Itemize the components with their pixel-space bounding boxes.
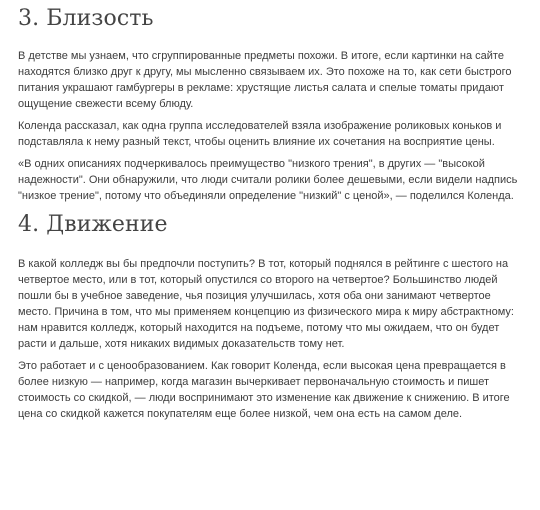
article-body <box>18 4 524 428</box>
paragraph: «В одних описаниях подчеркивалось преимущество "низкого трения", в других — "высокой надежности". Они обнаружили, что люди считали ролики более дешевыми, если видели надпись "низкое трение", потому что объединяли определение "низкий" с ценой», — поделился Коленда. <box>18 158 518 202</box>
section-heading: 4. Движение <box>18 212 168 237</box>
paragraph: В какой колледж вы бы предпочли поступить? В тот, который поднялся в рейтинге с шестого на четвертое место, или в тот, который опустился со второго на четвертое? Большинство людей пошли бы в учебное заведение, чья позиция улучшилась, хотя оба они занимают четвертое место. Причина в том, что мы применяем концепцию из физического мира к миру абстрактному: нам нравится колледж, который находится на подъеме, потому что мы ожидаем, что он будет расти и дальше, хотя никаких видимых доказательств тому нет. <box>18 258 514 350</box>
section-movement <box>18 210 524 422</box>
paragraph: Коленда рассказал, как одна группа исследователей взяла изображение роликовых коньков и подставляла к нему разный текст, чтобы оценить влияние их сочетания на восприятие цены. <box>18 120 502 148</box>
section-proximity <box>18 4 524 204</box>
paragraph: В детстве мы узнаем, что сгруппированные предметы похожи. В итоге, если картинки на сайте находятся близко друг к другу, мы мысленно связываем их. Это похоже на то, как сети быстрого питания украшают гамбургеры в рекламе: хрустящие листья салата и спелые томаты придают ощущение свежести всему блюду. <box>18 50 512 110</box>
section-heading: 3. Близость <box>18 6 154 31</box>
paragraph: Это работает и с ценообразованием. Как говорит Коленда, если высокая цена превращается в более низкую — например, когда магазин вычеркивает первоначальную стоимость и пишет стоимость со скидкой, — люди воспринимают это изменение как движение к снижению. В итоге цена со скидкой кажется покупателям еще более низкой, чем она есть на самом деле. <box>18 360 510 420</box>
